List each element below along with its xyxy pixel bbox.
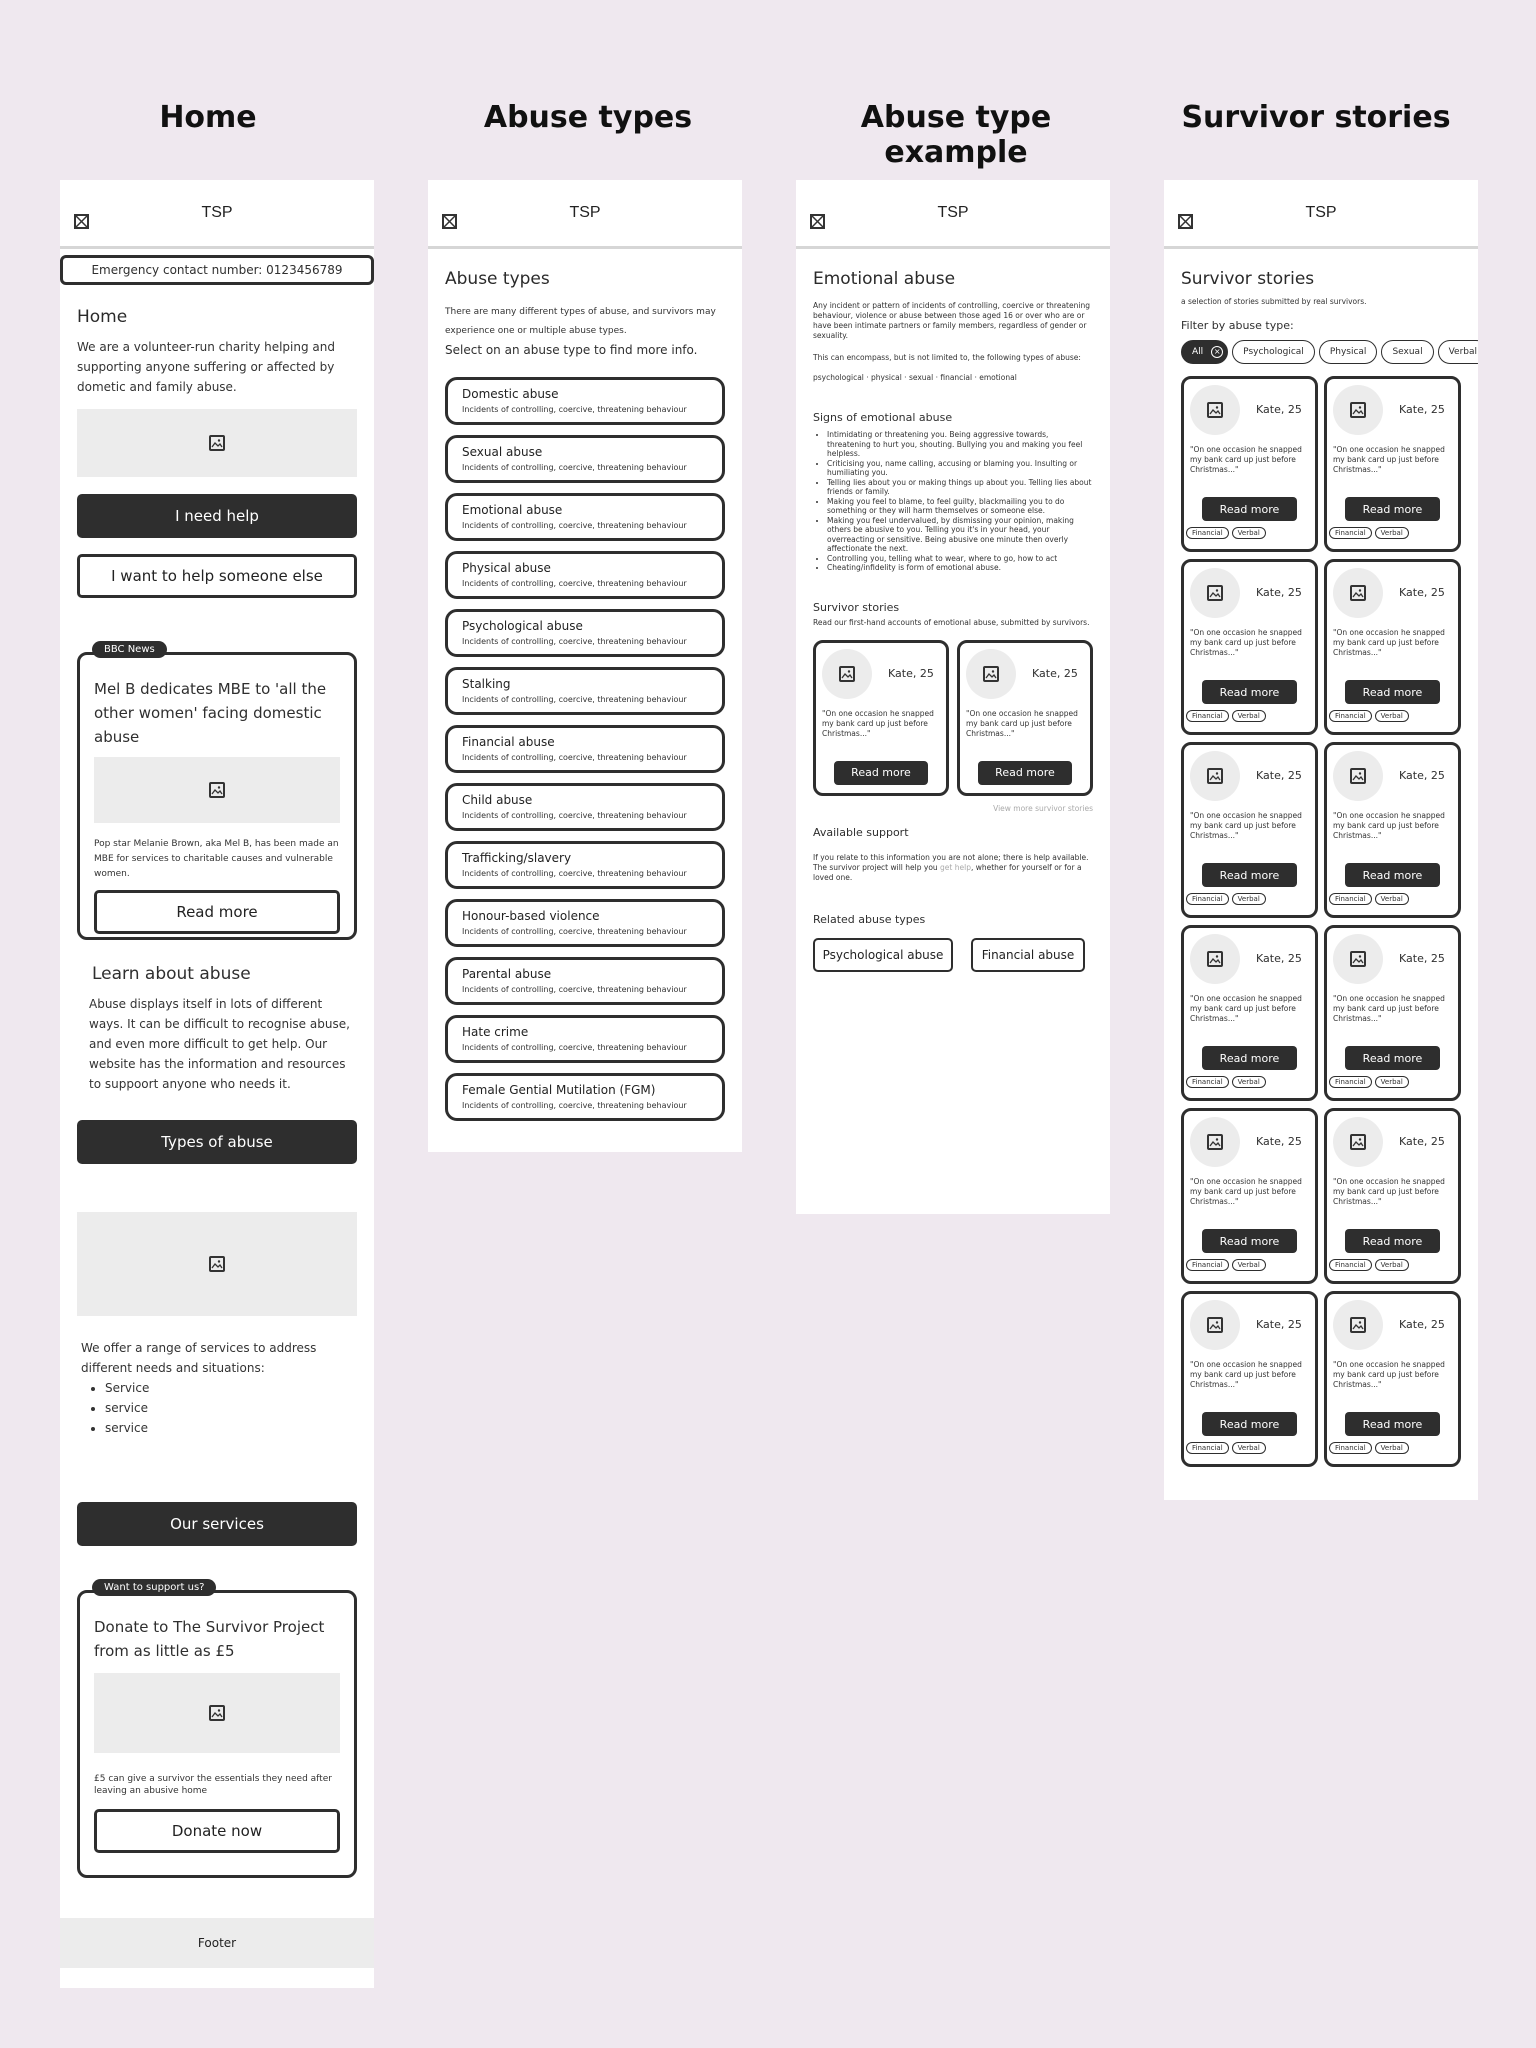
story-tags	[1186, 1259, 1266, 1271]
story-card[interactable]	[1181, 925, 1318, 1101]
story-card[interactable]	[1181, 742, 1318, 918]
story-card[interactable]	[1181, 376, 1318, 552]
avatar	[1190, 568, 1240, 618]
story-tags	[1329, 1076, 1409, 1088]
story-author: Kate, 25	[1256, 1318, 1302, 1331]
story-quote: "On one occasion he snapped my bank card up just before Christmas..."	[1190, 445, 1302, 474]
brand-logo[interactable]: TSP	[569, 204, 601, 221]
types-line: psychological · physical · sexual · financial · emotional	[813, 373, 1017, 382]
abuse-type-item[interactable]	[445, 493, 725, 541]
story-tag[interactable]: Financial	[1186, 710, 1229, 722]
abuse-type-name: Physical abuse	[462, 561, 551, 575]
column-title-abuse-example: Abuse type example	[860, 100, 1052, 170]
intro-text: We are a volunteer-run charity helping and supporting anyone suffering or affected by dometic and family abuse.	[77, 340, 335, 394]
abuse-type-item[interactable]	[445, 609, 725, 657]
abuse-type-name: Trafficking/slavery	[462, 851, 572, 865]
story-tag[interactable]: Financial	[1329, 893, 1372, 905]
image-placeholder-icon	[1350, 402, 1366, 418]
image-placeholder-icon	[1207, 768, 1223, 784]
menu-icon[interactable]	[442, 214, 457, 229]
services-list-item: • service	[105, 1398, 357, 1418]
menu-icon[interactable]	[74, 214, 89, 229]
types-of-abuse-button[interactable]: Types of abuse	[77, 1120, 357, 1164]
donate-card	[77, 1582, 357, 1878]
story-tag[interactable]: Verbal	[1232, 1259, 1266, 1271]
story-tag[interactable]: Verbal	[1375, 893, 1409, 905]
story-quote: "On one occasion he snapped my bank card up just before Christmas..."	[1333, 994, 1445, 1023]
abuse-type-item[interactable]	[445, 667, 725, 715]
abuse-type-item[interactable]	[445, 377, 725, 425]
story-tag[interactable]: Financial	[1186, 527, 1229, 539]
story-quote: "On one occasion he snapped my bank card up just before Christmas..."	[1333, 1360, 1445, 1389]
story-quote: "On one occasion he snapped my bank card up just before Christmas..."	[1333, 811, 1445, 840]
abuse-type-name: Domestic abuse	[462, 387, 559, 401]
encompass-text: This can encompass, but is not limited to, the following types of abuse:	[813, 353, 1081, 362]
sign-item: • Intimidating or threatening you. Being aggressive towards, threatening to hurt you, shouting. Bullying you and making you feel helpless.	[827, 430, 1093, 459]
story-card[interactable]	[1181, 1108, 1318, 1284]
abuse-type-name: Sexual abuse	[462, 445, 543, 459]
story-author: Kate, 25	[1399, 769, 1445, 782]
story-quote: "On one occasion he snapped my bank card up just before Christmas..."	[1190, 628, 1302, 657]
page-title: Emotional abuse	[813, 269, 956, 289]
story-quote: "On one occasion he snapped my bank card up just before Christmas..."	[822, 708, 934, 738]
image-placeholder-icon	[1207, 951, 1223, 967]
brand-logo[interactable]: TSP	[937, 204, 969, 221]
stories-screen	[1164, 180, 1478, 1500]
signs-list	[813, 430, 1093, 573]
news-card	[77, 644, 357, 940]
filter-chip-sexual[interactable]: Sexual	[1381, 340, 1433, 364]
abuse-type-item[interactable]	[445, 957, 725, 1005]
avatar	[966, 649, 1016, 699]
avatar	[1190, 751, 1240, 801]
abuse-types-list	[428, 377, 742, 1121]
help-someone-button[interactable]: I want to help someone else	[77, 554, 357, 598]
abuse-type-item[interactable]	[445, 783, 725, 831]
story-tags	[1186, 527, 1266, 539]
related-type-button[interactable]: Psychological abuse	[813, 938, 953, 972]
avatar	[1190, 385, 1240, 435]
story-tag[interactable]: Verbal	[1375, 1076, 1409, 1088]
our-services-button[interactable]: Our services	[77, 1502, 357, 1546]
image-placeholder-icon	[1350, 1134, 1366, 1150]
view-more-link[interactable]: View more survivor stories	[993, 803, 1093, 813]
donate-badge: Want to support us?	[92, 1579, 216, 1596]
menu-icon[interactable]	[1178, 214, 1193, 229]
close-circle-icon[interactable]: ×	[1211, 346, 1223, 358]
avatar	[1333, 385, 1383, 435]
story-read-more-button[interactable]: Read more	[978, 761, 1072, 785]
top-bar	[428, 180, 742, 249]
story-author: Kate, 25	[1256, 769, 1302, 782]
services-list	[91, 1378, 357, 1438]
abuse-type-name: Stalking	[462, 677, 511, 691]
abuse-type-name: Psychological abuse	[462, 619, 583, 633]
avatar	[1190, 1300, 1240, 1350]
stories-subtitle: a selection of stories submitted by real survivors.	[1181, 297, 1367, 306]
signs-title: Signs of emotional abuse	[813, 411, 953, 424]
avatar	[1190, 1117, 1240, 1167]
story-tag[interactable]: Verbal	[1375, 710, 1409, 722]
story-tag[interactable]: Financial	[1186, 893, 1229, 905]
learn-body: Abuse displays itself in lots of different ways. It can be difficult to recognise abuse, and even more difficult to get help. Our website has the information and resources to suppoort anyone who needs it.	[89, 997, 350, 1091]
image-placeholder-icon	[1207, 1317, 1223, 1333]
abuse-type-desc: Incidents of controlling, coercive, threatening behaviour	[462, 811, 687, 820]
abuse-type-item[interactable]	[445, 435, 725, 483]
abuse-type-desc: Incidents of controlling, coercive, threatening behaviour	[462, 753, 687, 762]
abuse-type-desc: Incidents of controlling, coercive, threatening behaviour	[462, 463, 687, 472]
story-card[interactable]	[1324, 1291, 1461, 1467]
support-text	[813, 853, 1093, 883]
filter-chip-verbal[interactable]: Verbal	[1438, 340, 1478, 364]
story-tag[interactable]: Financial	[1329, 1259, 1372, 1271]
column-title-stories: Survivor stories	[1181, 100, 1451, 135]
story-tag[interactable]: Financial	[1186, 1259, 1229, 1271]
related-type-button[interactable]: Financial abuse	[971, 938, 1085, 972]
story-quote: "On one occasion he snapped my bank card up just before Christmas..."	[1190, 994, 1302, 1023]
story-read-more-button[interactable]: Read more	[1202, 680, 1297, 704]
story-quote: "On one occasion he snapped my bank card up just before Christmas..."	[966, 708, 1078, 738]
sign-item: • Telling lies about you or making things up about you. Telling lies about friends or family.	[827, 478, 1093, 497]
story-read-more-button[interactable]: Read more	[834, 761, 928, 785]
image-placeholder-icon	[1207, 402, 1223, 418]
sign-item: • Cheating/infidelity is form of emotional abuse.	[827, 563, 1093, 573]
footer: Footer	[60, 1918, 374, 1968]
avatar	[1333, 1300, 1383, 1350]
column-title-abuse-types: Abuse types	[483, 100, 693, 135]
abuse-type-name: Child abuse	[462, 793, 533, 807]
abuse-type-desc: Incidents of controlling, coercive, threatening behaviour	[462, 869, 687, 878]
story-tags	[1186, 1442, 1266, 1454]
story-read-more-button[interactable]: Read more	[1202, 1046, 1297, 1070]
menu-icon[interactable]	[810, 214, 825, 229]
news-read-more-button[interactable]: Read more	[94, 890, 340, 934]
image-placeholder-icon	[209, 435, 225, 451]
story-card[interactable]	[957, 640, 1093, 796]
abuse-type-item[interactable]	[445, 551, 725, 599]
abuse-type-item[interactable]	[445, 725, 725, 773]
avatar	[1333, 751, 1383, 801]
story-quote: "On one occasion he snapped my bank card up just before Christmas..."	[1190, 1177, 1302, 1206]
story-tag[interactable]: Verbal	[1375, 1442, 1409, 1454]
stories-grid	[1181, 376, 1478, 1467]
sign-item: • Controlling you, telling what to wear, where to go, how to act	[827, 554, 1093, 564]
image-placeholder-icon	[1350, 585, 1366, 601]
story-card[interactable]	[1324, 1108, 1461, 1284]
column-title-home: Home	[159, 100, 257, 135]
story-card[interactable]	[1181, 1291, 1318, 1467]
story-tag[interactable]: Verbal	[1232, 893, 1266, 905]
stories-intro: Read our first-hand accounts of emotional abuse, submitted by survivors.	[813, 617, 1090, 627]
story-author: Kate, 25	[1399, 1135, 1445, 1148]
story-tag[interactable]: Financial	[1186, 1076, 1229, 1088]
story-tags	[1186, 710, 1266, 722]
story-read-more-button[interactable]: Read more	[1345, 1229, 1440, 1253]
abuse-type-name: Emotional abuse	[462, 503, 563, 517]
sign-item: • Making you feel undervalued, by dismissing your opinion, making others be abusive to you. Telling you it's in your head, your overreacting or sensitive. Being abusive one minute then overly affectionate the next.	[827, 516, 1093, 554]
image-placeholder-icon	[1207, 585, 1223, 601]
story-read-more-button[interactable]: Read more	[1202, 1229, 1297, 1253]
avatar	[1333, 1117, 1383, 1167]
story-tag[interactable]: Verbal	[1375, 1259, 1409, 1271]
story-tag[interactable]: Financial	[1329, 527, 1372, 539]
image-placeholder-icon	[1350, 768, 1366, 784]
abuse-type-name: Honour-based violence	[462, 909, 600, 923]
story-read-more-button[interactable]: Read more	[1345, 680, 1440, 704]
story-tags	[1186, 893, 1266, 905]
story-tags	[1329, 893, 1409, 905]
story-author: Kate, 25	[1399, 1318, 1445, 1331]
story-card[interactable]	[1324, 925, 1461, 1101]
abuse-type-item[interactable]	[445, 841, 725, 889]
abuse-type-desc: Incidents of controlling, coercive, threatening behaviour	[462, 521, 687, 530]
donate-now-button[interactable]: Donate now	[94, 1809, 340, 1853]
get-help-link[interactable]: get help	[940, 862, 971, 872]
story-tag[interactable]: Financial	[1329, 1076, 1372, 1088]
page-title: Home	[77, 307, 128, 327]
brand-logo[interactable]: TSP	[201, 204, 233, 221]
services-list-item: • Service	[105, 1378, 357, 1398]
abuse-type-name: Financial abuse	[462, 735, 555, 749]
brand-logo[interactable]: TSP	[1305, 204, 1337, 221]
story-card[interactable]	[1324, 742, 1461, 918]
abuse-type-desc: Incidents of controlling, coercive, threatening behaviour	[462, 927, 687, 936]
story-author: Kate, 25	[1256, 952, 1302, 965]
story-author: Kate, 25	[1032, 666, 1078, 680]
related-title: Related abuse types	[813, 912, 926, 926]
news-title[interactable]: Mel B dedicates MBE to 'all the other women' facing domestic abuse	[94, 680, 327, 746]
need-help-button[interactable]: I need help	[77, 494, 357, 538]
example-stories	[813, 640, 1093, 796]
donate-body: £5 can give a survivor the essentials they need after leaving an abusive home	[94, 1774, 332, 1796]
story-read-more-button[interactable]: Read more	[1202, 863, 1297, 887]
abuse-type-name: Female Gential Mutilation (FGM)	[462, 1083, 656, 1097]
story-tags	[1329, 1259, 1409, 1271]
story-author: Kate, 25	[1399, 403, 1445, 416]
story-tag[interactable]: Verbal	[1232, 1442, 1266, 1454]
emergency-contact[interactable]: Emergency contact number: 0123456789	[60, 255, 374, 285]
abuse-type-desc: Incidents of controlling, coercive, threatening behaviour	[462, 985, 687, 994]
story-tag[interactable]: Financial	[1186, 1442, 1229, 1454]
story-quote: "On one occasion he snapped my bank card up just before Christmas..."	[1190, 1360, 1302, 1389]
avatar	[1333, 934, 1383, 984]
story-card[interactable]	[1324, 559, 1461, 735]
types-select-text: Select on an abuse type to find more info.	[445, 343, 698, 357]
image-placeholder-icon	[1350, 951, 1366, 967]
abuse-type-name: Hate crime	[462, 1025, 529, 1039]
filter-chip-physical[interactable]: Physical	[1319, 340, 1378, 364]
abuse-type-desc: Incidents of controlling, coercive, threatening behaviour	[462, 405, 687, 414]
filter-chip-label: All	[1192, 347, 1204, 357]
story-tag[interactable]: Verbal	[1232, 710, 1266, 722]
filter-chip-psychological[interactable]: Psychological	[1232, 340, 1315, 364]
donate-title: Donate to The Survivor Project from as little as £5	[94, 1618, 325, 1660]
abuse-type-desc: Incidents of controlling, coercive, threatening behaviour	[462, 637, 687, 646]
story-tag[interactable]: Verbal	[1232, 1076, 1266, 1088]
image-placeholder-icon	[1207, 1134, 1223, 1150]
news-image	[94, 757, 340, 823]
story-read-more-button[interactable]: Read more	[1202, 497, 1297, 521]
page-title: Abuse types	[445, 269, 550, 289]
avatar	[822, 649, 872, 699]
definition-text: Any incident or pattern of incidents of controlling, coercive or threatening behaviour, violence or abuse between those aged 16 or over who are or have been intimate partners or family members, regardless of gender or sexuality.	[813, 301, 1090, 340]
donate-image	[94, 1673, 340, 1753]
page-title: Survivor stories	[1181, 269, 1315, 289]
stories-title: Survivor stories	[813, 600, 900, 614]
story-author: Kate, 25	[1256, 403, 1302, 416]
filter-label: Filter by abuse type:	[1181, 319, 1294, 332]
types-intro: There are many different types of abuse, and survivors may experience one or multiple abuse types.	[445, 307, 716, 336]
services-image	[77, 1212, 357, 1316]
abuse-type-item[interactable]	[445, 899, 725, 947]
story-read-more-button[interactable]: Read more	[1202, 1412, 1297, 1436]
story-tag[interactable]: Financial	[1329, 710, 1372, 722]
story-read-more-button[interactable]: Read more	[1345, 1412, 1440, 1436]
story-author: Kate, 25	[1399, 952, 1445, 965]
story-quote: "On one occasion he snapped my bank card up just before Christmas..."	[1190, 811, 1302, 840]
story-card[interactable]	[1324, 376, 1461, 552]
story-tags	[1186, 1076, 1266, 1088]
story-author: Kate, 25	[888, 666, 934, 680]
abuse-type-item[interactable]	[445, 1015, 725, 1063]
story-quote: "On one occasion he snapped my bank card up just before Christmas..."	[1333, 1177, 1445, 1206]
news-body: Pop star Melanie Brown, aka Mel B, has been made an MBE for services to charitable causes and vulnerable women.	[94, 839, 339, 879]
services-list-item: • service	[105, 1418, 357, 1438]
story-tag[interactable]: Verbal	[1232, 527, 1266, 539]
story-quote: "On one occasion he snapped my bank card up just before Christmas..."	[1333, 628, 1445, 657]
image-placeholder-icon	[1350, 1317, 1366, 1333]
filter-chips	[1181, 340, 1478, 364]
sign-item: • Criticising you, name calling, accusing or blaming you. Insulting or humiliating you.	[827, 459, 1093, 478]
image-placeholder-icon	[209, 1705, 225, 1721]
related-types	[813, 938, 1093, 972]
story-quote: "On one occasion he snapped my bank card up just before Christmas..."	[1333, 445, 1445, 474]
story-tags	[1329, 527, 1409, 539]
support-title: Available support	[813, 825, 909, 839]
abuse-type-desc: Incidents of controlling, coercive, threatening behaviour	[462, 1101, 687, 1110]
learn-title: Learn about abuse	[92, 964, 251, 984]
image-placeholder-icon	[209, 782, 225, 798]
support-text-part: , whether for yourself or for a loved one.	[813, 862, 1082, 882]
news-badge: BBC News	[92, 641, 167, 658]
avatar	[1190, 934, 1240, 984]
support-text-part: If you relate to this information you are not alone; there is help available. The survivor project will help you	[813, 852, 1089, 872]
image-placeholder-icon	[839, 666, 855, 682]
story-card[interactable]	[813, 640, 949, 796]
abuse-example-screen	[796, 180, 1110, 1214]
image-placeholder-icon	[983, 666, 999, 682]
story-tags	[1329, 1442, 1409, 1454]
abuse-type-desc: Incidents of controlling, coercive, threatening behaviour	[462, 579, 687, 588]
sign-item: • Making you feel to blame, to feel guilty, blackmailing you to do something or they will harm themselves or someone else.	[827, 497, 1093, 516]
avatar	[1333, 568, 1383, 618]
story-author: Kate, 25	[1256, 1135, 1302, 1148]
filter-chip-all[interactable]	[1181, 340, 1228, 364]
hero-image	[77, 409, 357, 477]
abuse-type-desc: Incidents of controlling, coercive, threatening behaviour	[462, 695, 687, 704]
story-tag[interactable]: Financial	[1329, 1442, 1372, 1454]
home-screen	[60, 180, 374, 1988]
story-read-more-button[interactable]: Read more	[1345, 497, 1440, 521]
story-author: Kate, 25	[1256, 586, 1302, 599]
abuse-type-desc: Incidents of controlling, coercive, threatening behaviour	[462, 1043, 687, 1052]
image-placeholder-icon	[209, 1256, 225, 1272]
abuse-type-item[interactable]	[445, 1073, 725, 1121]
story-card[interactable]	[1181, 559, 1318, 735]
story-tags	[1329, 710, 1409, 722]
story-author: Kate, 25	[1399, 586, 1445, 599]
story-read-more-button[interactable]: Read more	[1345, 1046, 1440, 1070]
story-tag[interactable]: Verbal	[1375, 527, 1409, 539]
story-read-more-button[interactable]: Read more	[1345, 863, 1440, 887]
abuse-types-screen	[428, 180, 742, 1152]
top-bar	[60, 180, 374, 249]
services-intro: We offer a range of services to address different needs and situations:	[81, 1341, 317, 1375]
top-bar	[1164, 180, 1478, 249]
top-bar	[796, 180, 1110, 249]
abuse-type-name: Parental abuse	[462, 967, 552, 981]
